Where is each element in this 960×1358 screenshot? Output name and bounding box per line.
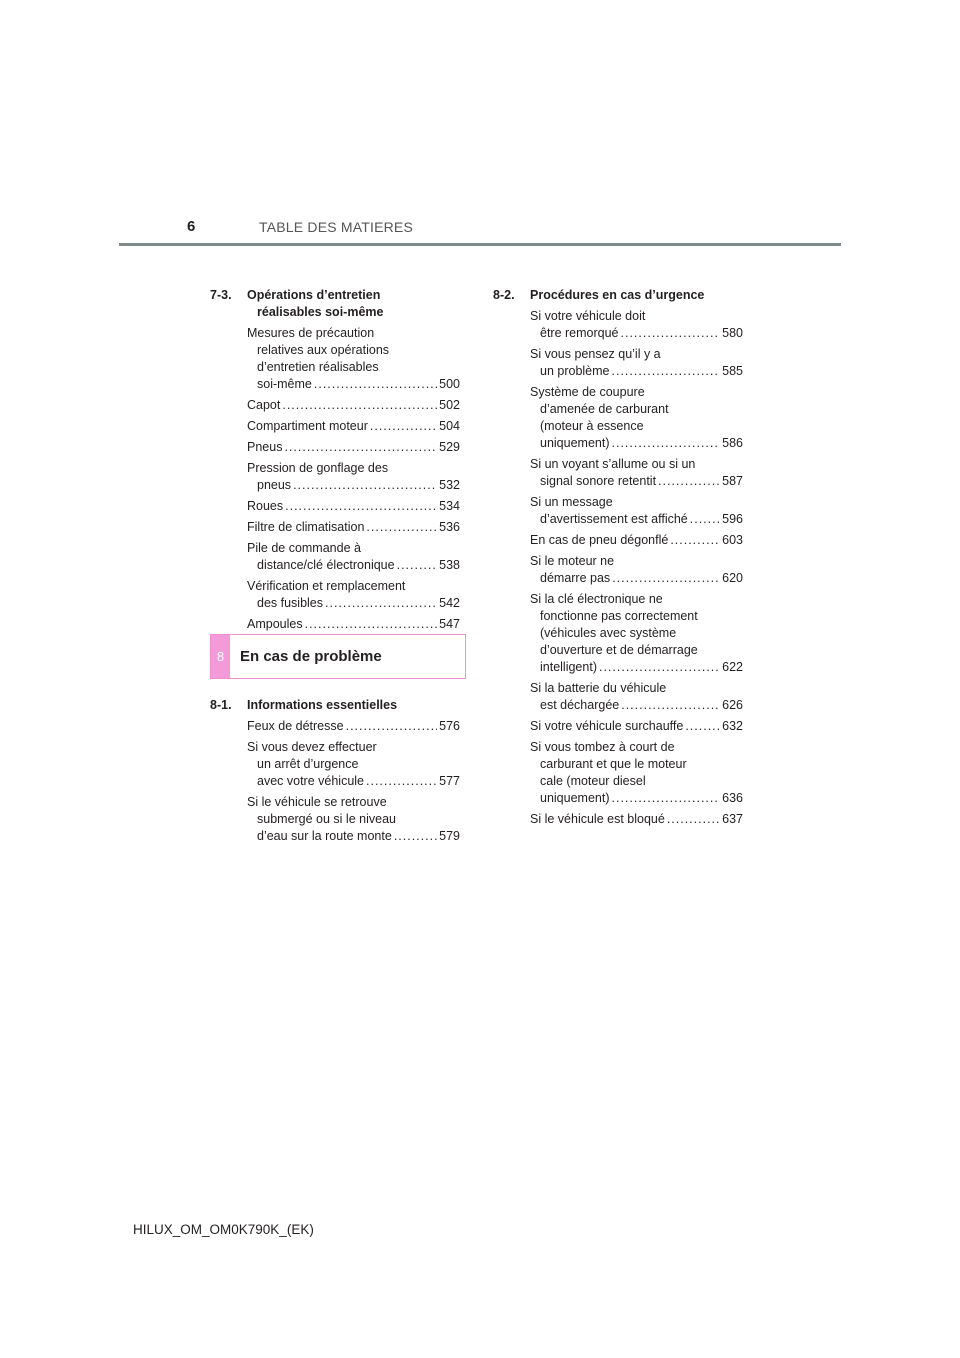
toc-entry-last-line [247,718,460,735]
dot-leader [612,570,720,587]
dot-leader [284,439,437,456]
toc-entry[interactable] [493,811,743,828]
dot-leader [612,363,721,380]
toc-entry-line: Pression de gonflage des [247,461,389,475]
section-title-line: Opérations d’entretien [247,288,381,302]
section-heading [493,287,743,304]
dot-leader [346,718,438,735]
toc-entry[interactable] [210,325,460,393]
toc-entry[interactable] [210,397,460,414]
toc-entry-line: Si la clé électronique ne [530,592,663,606]
header-title: TABLE DES MATIERES [259,219,414,235]
section-title: Procédures en cas d’urgence [530,288,705,302]
toc-entry-line: submergé ou si le niveau [257,812,396,826]
toc-entry[interactable] [493,680,743,714]
toc-page-number: 577 [439,774,460,788]
toc-entry-text: Roues [247,499,284,513]
dot-leader [621,325,721,342]
toc-entry[interactable] [210,718,460,735]
dot-leader [282,397,437,414]
toc-page-number: 632 [722,719,743,733]
toc-entry[interactable] [210,418,460,435]
toc-entry[interactable] [493,346,743,380]
toc-entry[interactable] [210,739,460,790]
chapter-heading[interactable] [210,634,466,679]
toc-page-number: 542 [439,596,460,610]
dot-leader [621,697,720,714]
toc-entry-line: Si vous devez effectuer [247,740,377,754]
toc-entry-last-line [247,519,460,536]
toc-entry-last-line [247,477,460,494]
section-heading [210,287,460,321]
toc-entry-line: Si le moteur ne [530,554,615,568]
toc-entry-text: Pneus [247,440,283,454]
page-number: 6 [187,218,196,235]
toc-entry-text: signal sonore retentit [540,474,657,488]
toc-entry-line: un arrêt d’urgence [257,757,359,771]
toc-page-number: 504 [439,419,460,433]
toc-page-number: 534 [439,499,460,513]
toc-entry-text: uniquement) [540,791,610,805]
toc-entry-last-line [530,790,743,807]
toc-entry-text: démarre pas [540,571,611,585]
toc-entries [210,325,460,633]
section-title-line: réalisables soi-même [257,305,384,319]
dot-leader [670,532,720,549]
toc-page-number: 620 [722,571,743,585]
toc-entry[interactable] [493,591,743,676]
toc-page-number: 586 [722,436,743,450]
toc-entry-line: relatives aux opérations [257,343,390,357]
toc-entry[interactable] [493,384,743,452]
toc-entry-text: En cas de pneu dégonflé [530,533,669,547]
toc-entry-last-line [530,811,743,828]
toc-entry-line: Si la batterie du véhicule [530,681,667,695]
toc-entry-line: d’ouverture et de démarrage [540,643,698,657]
toc-entry-last-line [530,532,743,549]
toc-page-number: 603 [722,533,743,547]
toc-entry[interactable] [210,498,460,515]
toc-page-number: 622 [722,660,743,674]
dot-leader [293,477,437,494]
toc-page-number: 580 [722,326,743,340]
document-code: HILUX_OM_OM0K790K_(EK) [133,1222,314,1237]
toc-page-number: 579 [439,829,460,843]
section-8-1 [210,697,460,849]
toc-entry-line: Si le véhicule se retrouve [247,795,387,809]
toc-entry[interactable] [493,456,743,490]
toc-entry-text: intelligent) [540,660,597,674]
toc-entry-text: Ampoules [247,617,303,631]
toc-page-number: 502 [439,398,460,412]
toc-entry-text: est déchargée [540,698,620,712]
toc-entry-last-line [530,473,743,490]
toc-entry-text: Compartiment moteur [247,419,368,433]
toc-entry-line: d’amenée de carburant [540,402,669,416]
toc-entry-text: Feux de détresse [247,719,344,733]
toc-entry-last-line [530,718,743,735]
left-column [210,287,460,637]
toc-entry[interactable] [493,739,743,807]
toc-entry-text: avec votre véhicule [257,774,365,788]
dot-leader [305,616,438,633]
toc-entry-text: d’eau sur la route monte [257,829,392,843]
toc-entry[interactable] [493,494,743,528]
toc-entries [493,308,743,828]
chapter-title: En cas de problème [240,648,382,665]
toc-entry-line: Si un message [530,495,613,509]
toc-entry-last-line [247,397,460,414]
dot-leader [325,595,437,612]
toc-page-number: 626 [722,698,743,712]
right-column [493,287,743,832]
toc-entry-last-line [530,659,743,676]
dot-leader [314,376,437,393]
toc-page-number: 585 [722,364,743,378]
toc-entry-line: d’entretien réalisables [257,360,379,374]
dot-leader [366,519,437,536]
toc-entry-line: carburant et que le moteur [540,757,687,771]
toc-page-number: 536 [439,520,460,534]
toc-page-number: 529 [439,440,460,454]
toc-page-number: 637 [722,812,743,826]
toc-entry-line: Mesures de précaution [247,326,375,340]
toc-entry-last-line [530,570,743,587]
toc-entry-line: Si vous pensez qu’il y a [530,347,661,361]
toc-entry-line: fonctionne pas correctement [540,609,698,623]
toc-entry-text: Capot [247,398,281,412]
section-number: 8-1. [210,698,232,712]
toc-page-number: 587 [722,474,743,488]
toc-entry[interactable] [493,718,743,735]
toc-entry-line: Si votre véhicule doit [530,309,646,323]
dot-leader [667,811,720,828]
toc-entry-last-line [530,325,743,342]
toc-entry[interactable] [210,794,460,845]
dot-leader [685,718,720,735]
toc-entry-last-line [247,439,460,456]
toc-entry[interactable] [210,616,460,633]
section-number: 7-3. [210,288,232,302]
dot-leader [612,435,721,452]
toc-entry-line: Système de coupure [530,385,645,399]
toc-entry-text: Filtre de climatisation [247,520,365,534]
toc-entry-last-line [247,773,460,790]
toc-entry-last-line [530,435,743,452]
dot-leader [612,790,721,807]
toc-entry-text: être remorqué [540,326,619,340]
toc-entry-text: uniquement) [540,436,610,450]
toc-entries [210,718,460,845]
toc-entry-text: soi-même [257,377,312,391]
section-heading [210,697,460,714]
section-number: 8-2. [493,288,515,302]
toc-page-number: 547 [439,617,460,631]
toc-entry-last-line [247,498,460,515]
toc-entry-last-line [530,363,743,380]
toc-entry-line: cale (moteur diesel [540,774,646,788]
dot-leader [366,773,437,790]
toc-entry-last-line [247,557,460,574]
toc-entry-text: Si votre véhicule surchauffe [530,719,684,733]
toc-entry-last-line [247,595,460,612]
toc-page-number: 576 [439,719,460,733]
toc-entry-last-line [530,697,743,714]
toc-page-number: 500 [439,377,460,391]
dot-leader [285,498,437,515]
toc-page-number: 596 [722,512,743,526]
toc-entry-text: d’avertissement est affiché [540,512,688,526]
section-title: Informations essentielles [247,698,398,712]
dot-leader [599,659,720,676]
dot-leader [690,511,720,528]
dot-leader [370,418,437,435]
header-rule [119,243,841,246]
toc-page-number: 636 [722,791,743,805]
toc-entry-text: distance/clé électronique [257,558,395,572]
toc-entry[interactable] [210,460,460,494]
chapter-number-tab: 8 [211,635,230,678]
toc-page-number: 538 [439,558,460,572]
dot-leader [658,473,720,490]
toc-entry[interactable] [210,578,460,612]
toc-entry[interactable] [210,540,460,574]
toc-entry-line: Pile de commande à [247,541,361,555]
toc-entry-text: pneus [257,478,292,492]
toc-entry-line: Si un voyant s’allume ou si un [530,457,696,471]
toc-entry[interactable] [210,439,460,456]
toc-entry-last-line [247,828,460,845]
toc-entry-line: Si vous tombez à court de [530,740,675,754]
toc-entry-text: un problème [540,364,610,378]
toc-entry-last-line [247,616,460,633]
toc-entry[interactable] [493,308,743,342]
toc-entry-line: (moteur à essence [540,419,644,433]
toc-entry-line: (véhicules avec système [540,626,677,640]
section-title [247,287,460,321]
toc-entry-last-line [247,418,460,435]
toc-entry-last-line [247,376,460,393]
dot-leader [397,557,438,574]
toc-entry-text: des fusibles [257,596,324,610]
toc-entry[interactable] [210,519,460,536]
toc-entry-line: Vérification et remplacement [247,579,406,593]
toc-entry[interactable] [493,553,743,587]
toc-page-number: 532 [439,478,460,492]
toc-entry[interactable] [493,532,743,549]
toc-entry-last-line [530,511,743,528]
dot-leader [394,828,437,845]
toc-entry-text: Si le véhicule est bloqué [530,812,665,826]
